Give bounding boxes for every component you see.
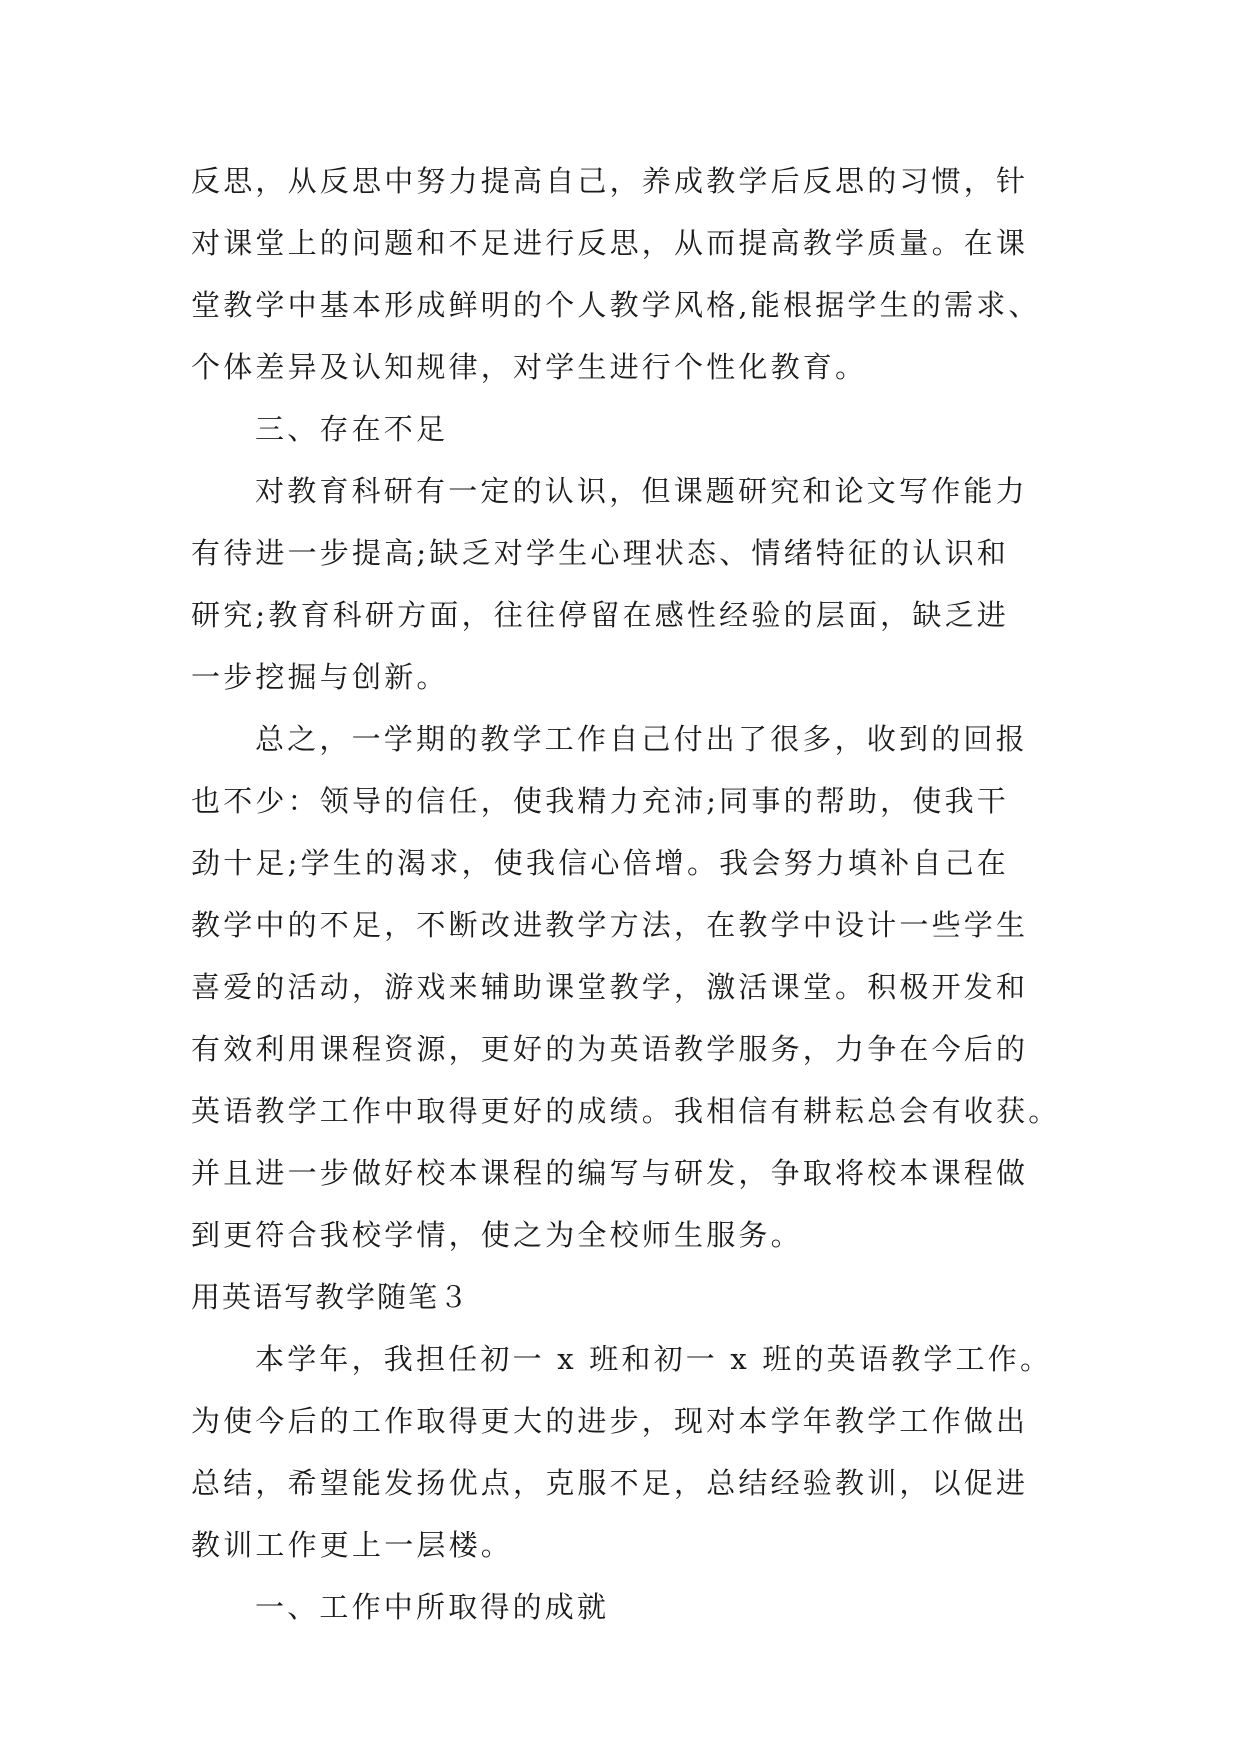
text-line: 教学中的不足，不断改进教学方法，在教学中设计一些学生 [191, 908, 1029, 942]
text-line: 喜爱的活动，游戏来辅助课堂教学，激活课堂。积极开发和 [191, 970, 1029, 1004]
text-line: 劲十足;学生的渴求，使我信心倍增。我会努力填补自己在 [191, 846, 1009, 880]
text-line: 并且进一步做好校本课程的编写与研发，争取将校本课程做 [191, 1156, 1029, 1190]
text-line: 教训工作更上一层楼。 [191, 1528, 514, 1562]
text-line: 堂教学中基本形成鲜明的个人教学风格,能根据学生的需求、 [191, 288, 1041, 322]
text-line: 对课堂上的问题和不足进行反思，从而提高教学质量。在课 [191, 226, 1029, 260]
section-heading: 一、工作中所取得的成就 [255, 1590, 610, 1624]
text-line: 为使今后的工作取得更大的进步，现对本学年教学工作做出 [191, 1404, 1029, 1438]
document-body [191, 150, 1071, 1638]
text-line: 研究;教育科研方面，往往停留在感性经验的层面，缺乏进 [191, 598, 1009, 632]
text-line: 有效利用课程资源，更好的为英语教学服务，力争在今后的 [191, 1032, 1029, 1066]
text-line: 也不少：领导的信任，使我精力充沛;同事的帮助，使我干 [191, 784, 1009, 818]
text-line: 反思，从反思中努力提高自己，养成教学后反思的习惯，针 [191, 164, 1029, 198]
document-title: 用英语写教学随笔３ [191, 1280, 471, 1314]
text-line: 英语教学工作中取得更好的成绩。我相信有耕耘总会有收获。 [191, 1094, 1061, 1128]
text-line: 到更符合我校学情，使之为全校师生服务。 [191, 1218, 803, 1252]
text-line: 有待进一步提高;缺乏对学生心理状态、情绪特征的认识和 [191, 536, 1009, 570]
text-line: 一步挖掘与创新。 [191, 660, 449, 694]
section-heading: 三、存在不足 [255, 412, 449, 446]
text-line: 总结，希望能发扬优点，克服不足，总结经验教训，以促进 [191, 1466, 1029, 1500]
text-line: 总之，一学期的教学工作自己付出了很多，收到的回报 [255, 722, 1028, 756]
text-line: 个体差异及认知规律，对学生进行个性化教育。 [191, 350, 868, 384]
text-line: 对教育科研有一定的认识，但课题研究和论文写作能力 [255, 474, 1028, 508]
text-line: 本学年，我担任初一 x 班和初一 x 班的英语教学工作。 [255, 1342, 1053, 1376]
